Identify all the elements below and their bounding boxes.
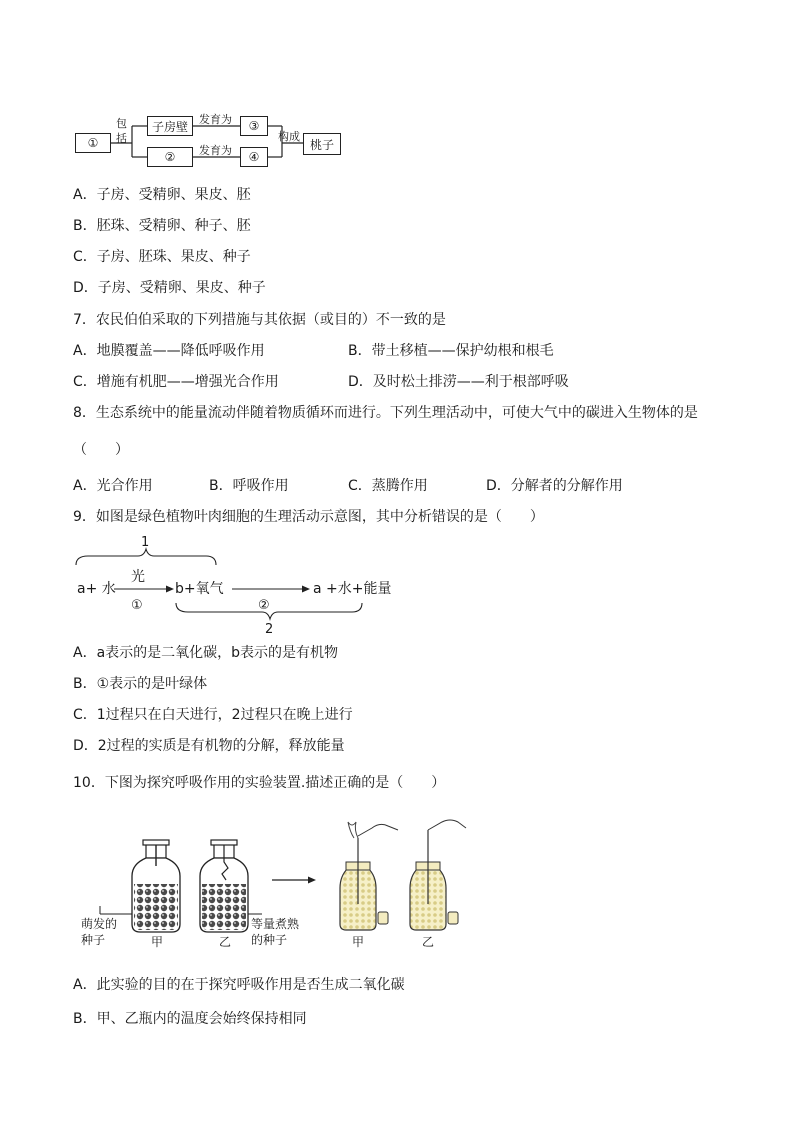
diagram-box-1: ①	[75, 133, 111, 153]
q9-circle-1: ①	[131, 598, 143, 613]
diagram-box-4: ④	[240, 147, 268, 167]
q6-option-c: C．子房、胚珠、果皮、种子	[73, 249, 251, 265]
jar-yi-left	[200, 840, 248, 932]
diagram-box-2: ②	[147, 147, 193, 167]
q7-option-a: A．地膜覆盖——降低呼吸作用	[73, 343, 265, 359]
q9-option-b: B．①表示的是叶绿体	[73, 676, 208, 692]
jar-yi-label-left: 乙	[219, 935, 232, 949]
q8-option-b: B．呼吸作用	[209, 478, 289, 494]
q10-option-a: A．此实验的目的在于探究呼吸作用是否生成二氧化碳	[73, 977, 405, 993]
boiled-seeds-label-2: 的种子	[251, 933, 288, 947]
jar-jia-label-right: 甲	[352, 935, 365, 949]
q9-option-d: D．2过程的实质是有机物的分解，释放能量	[73, 738, 345, 754]
q8-option-c: C．蒸腾作用	[348, 478, 428, 494]
jar-yi-right	[410, 820, 466, 930]
sprout-seeds-label-2: 种子	[81, 933, 106, 947]
q10-stem: 10．下图为探究呼吸作用的实验装置.描述正确的是（ ）	[73, 775, 446, 791]
include-char-1: 包	[116, 117, 127, 130]
jar-jia-left	[132, 840, 180, 932]
q8-stem: 8．生态系统中的能量流动伴随着物质循环而进行。下列生理活动中，可使大气中的碳进入生物体的是	[73, 405, 698, 421]
q7-option-d: D．及时松土排涝——利于根部呼吸	[348, 374, 569, 390]
diagram-box-3: ③	[240, 116, 268, 136]
boiled-seeds-label-1: 等量煮熟	[251, 917, 300, 931]
q7-stem: 7．农民伯伯采取的下列措施与其依据（或目的）不一致的是	[73, 312, 446, 328]
include-char-2: 括	[116, 132, 127, 145]
sprout-seeds-label-1: 萌发的	[81, 917, 118, 931]
q9-light-label: 光	[131, 569, 145, 585]
develop-label-top: 发育为	[199, 113, 232, 126]
q7-option-c: C．增施有机肥——增强光合作用	[73, 374, 279, 390]
q9-left-term: a+ 水	[77, 581, 116, 597]
q6-option-a: A．子房、受精卵、果皮、胚	[73, 187, 251, 203]
jar-yi-label-right: 乙	[422, 935, 435, 949]
q10-option-b: B．甲、乙瓶内的温度会始终保持相同	[73, 1011, 307, 1027]
peach-box: 桃子	[303, 133, 341, 155]
jar-jia-right	[340, 822, 398, 930]
q9-middle-term: b+氧气	[175, 581, 224, 597]
ovary-wall-box: 子房壁	[147, 116, 193, 136]
q8-option-a: A．光合作用	[73, 478, 153, 494]
q9-option-a: A．a表示的是二氧化碳，b表示的是有机物	[73, 645, 339, 661]
compose-label: 构成	[278, 130, 300, 143]
q8-option-d: D．分解者的分解作用	[486, 478, 623, 494]
jar-jia-label-left: 甲	[151, 935, 164, 949]
q9-option-c: C．1过程只在白天进行，2过程只在晚上进行	[73, 707, 353, 723]
q7-option-b: B．带土移植——保护幼根和根毛	[348, 343, 554, 359]
q9-label-2: 2	[265, 622, 274, 637]
q9-stem: 9．如图是绿色植物叶肉细胞的生理活动示意图，其中分析错误的是（ ）	[73, 509, 544, 525]
q6-option-b: B．胚珠、受精卵、种子、胚	[73, 218, 251, 234]
q9-right-term: a +水+能量	[313, 581, 392, 597]
develop-label-bottom: 发育为	[199, 144, 232, 157]
q9-label-1: 1	[141, 535, 150, 550]
q9-circle-2: ②	[258, 598, 270, 613]
q6-option-d: D．子房、受精卵、果皮、种子	[73, 280, 266, 296]
q8-paren: （ ）	[73, 442, 129, 458]
